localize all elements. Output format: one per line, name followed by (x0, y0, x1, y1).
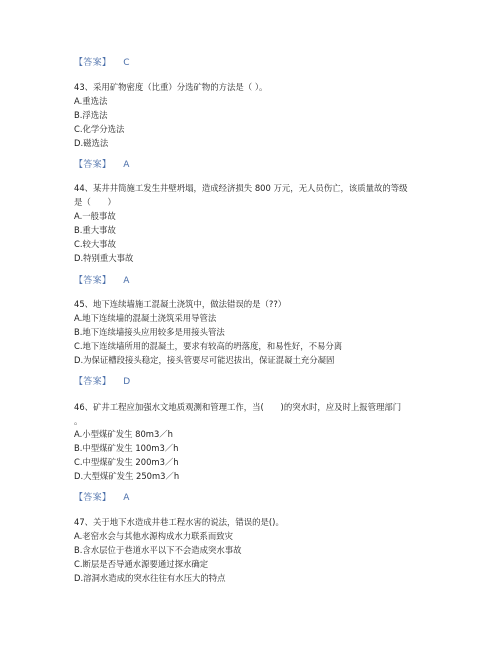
question-43-option-b: B.浮选法 (74, 110, 108, 120)
answer-label: 【答案】 (74, 160, 112, 170)
question-44-option-a: A.一般事故 (74, 211, 116, 221)
answer-label: 【答案】 (74, 377, 112, 387)
question-47-option-b: B.含水层位于巷道水平以下不会造成突水事故 (74, 545, 242, 555)
answer-line (74, 492, 129, 504)
answer-value: C (123, 58, 130, 68)
question-43-text: 43、采用矿物密度（比重）分选矿物的方法是（ ）。 (74, 82, 268, 92)
answer-value: D (123, 377, 131, 387)
answer-value: A (123, 160, 130, 170)
question-44-option-c: C.较大事故 (74, 239, 117, 249)
question-44-option-b: B.重大事故 (74, 225, 116, 235)
answer-value: A (123, 276, 130, 286)
question-46-option-d: D.大型煤矿发生 250m3／h (74, 471, 180, 481)
question-43-option-d: D.磁选法 (74, 138, 109, 148)
question-45-option-d: D.为保证槽段接头稳定，接头管要尽可能迟拔出，保证混凝土充分凝固 (74, 355, 335, 365)
answer-label: 【答案】 (74, 276, 112, 286)
question-43-option-a: A.重选法 (74, 96, 108, 106)
answer-line (74, 159, 129, 171)
question-45-option-a: A.地下连续墙的混凝土浇筑采用导管法 (74, 313, 217, 323)
answer-label: 【答案】 (74, 493, 112, 503)
question-46-option-b: B.中型煤矿发生 100m3／h (74, 443, 179, 453)
question-46-option-a: A.小型煤矿发生 80m3／h (74, 429, 173, 439)
answer-line (74, 376, 130, 388)
answer-line (74, 57, 130, 69)
question-45-option-b: B.地下连续墙接头应用较多是用接头管法 (74, 327, 225, 337)
question-44-text-line-2: 是（ ） (74, 197, 116, 207)
question-44-option-d: D.特别重大事故 (74, 253, 134, 263)
question-47-text: 47、关于地下水造成井巷工程水害的说法，错误的是()。 (74, 517, 284, 527)
question-45-text: 45、地下连续墙施工混凝土浇筑中，做法错误的是（??） (74, 299, 287, 309)
question-46-text-line-2: 。 (74, 416, 83, 426)
question-45-option-c: C.地下连续墙所用的混凝土，要求有较高的坍落度，和易性好，不易分离 (74, 341, 343, 351)
question-47-option-c: C.断层是否导通水源要通过探水确定 (74, 559, 209, 569)
answer-label: 【答案】 (74, 58, 112, 68)
answer-value: A (123, 493, 130, 503)
question-46-option-c: C.中型煤矿发生 200m3／h (74, 457, 179, 467)
question-46-text-line-1: 46、矿井工程应加强水文地质观测和管理工作，当( )的突水时，应及时上报管理部门 (74, 402, 402, 412)
question-47-option-a: A.老窑水会与其他水源构成水力联系而致灾 (74, 531, 233, 541)
question-47-option-d: D.溶洞水造成的突水往往有水压大的特点 (74, 573, 226, 583)
question-43-option-c: C.化学分选法 (74, 124, 125, 134)
question-44-text-line-1: 44、某井井筒施工发生井壁坍塌，造成经济损失 800 万元，无人员伤亡，该质量故的等级 (74, 183, 408, 193)
answer-line (74, 275, 129, 287)
